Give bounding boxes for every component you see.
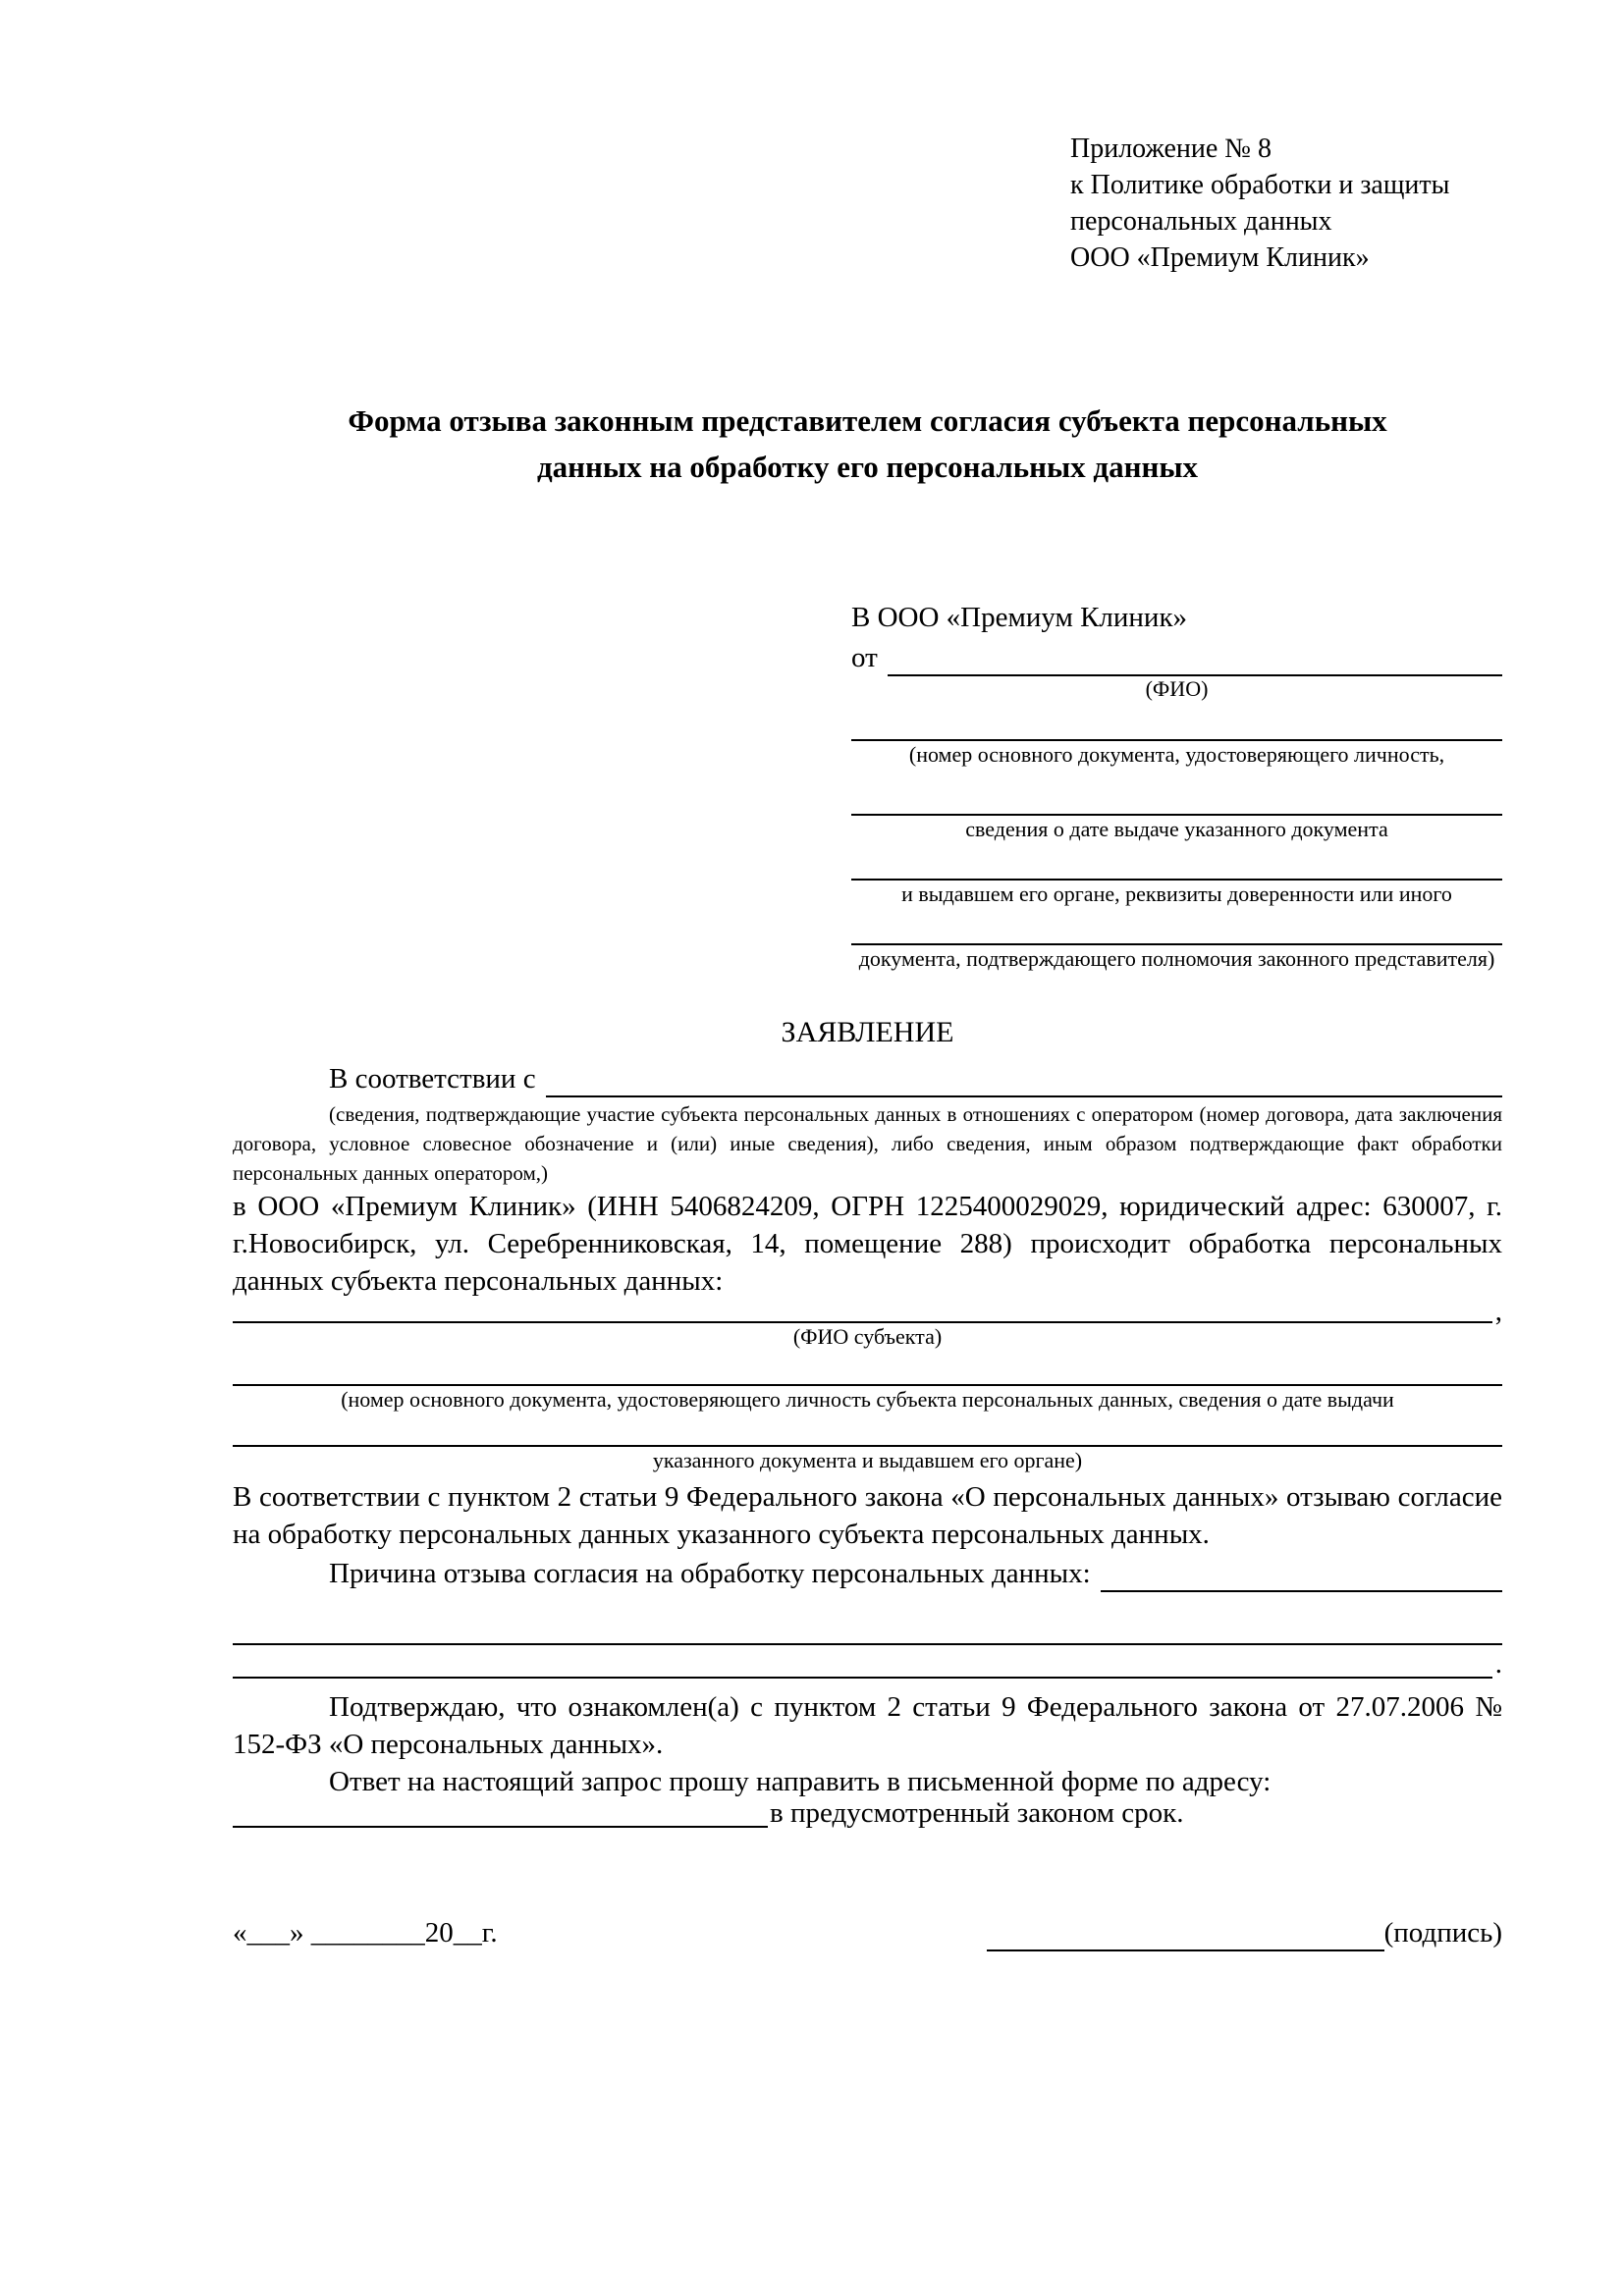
reply-address-blank bbox=[233, 1798, 768, 1828]
accordance-line bbox=[233, 1058, 1502, 1097]
subject-fio-line bbox=[233, 1296, 1502, 1327]
date-line: «___» ________20__г. bbox=[233, 1917, 498, 1949]
appendix-note-line: к Политике обработки и защиты bbox=[1070, 170, 1450, 200]
blank-line-period: . bbox=[1494, 1648, 1502, 1680]
doc-caption-4: документа, подтверждающего полномочия законного представителя) bbox=[858, 946, 1495, 971]
subject-doc-caption-1: (номер основного документа, удостоверяющего личность субъекта персональных данных, сведения о дате выдачи bbox=[341, 1387, 1394, 1412]
accordance-caption: (сведения, подтверждающие участие субъекта персональных данных в отношениях с оператором (номер договора, дата заключения договора, условное словесное обозначение и (или) иные сведения), либо сведения, иным образом подтверждающие факт обработки персональных данных оператором,) bbox=[233, 1102, 1502, 1185]
addressee-to: В ООО «Премиум Клиник» bbox=[851, 602, 1188, 633]
reason-line bbox=[233, 1553, 1502, 1592]
withdraw-paragraph: В соответствии с пунктом 2 статьи 9 Федерального закона «О персональных данных» отзываю согласие на обработку персональных данных указанного субъекта персональных данных. bbox=[233, 1481, 1502, 1550]
reply-lead-paragraph: Ответ на настоящий запрос прошу направить в письменной форме по адресу: bbox=[329, 1766, 1272, 1797]
subject-line-comma: , bbox=[1494, 1296, 1502, 1327]
doc-caption-2: сведения о дате выдаче указанного документа bbox=[965, 817, 1388, 841]
subject-fio-caption: (ФИО субъекта) bbox=[792, 1324, 943, 1349]
reason-blank-short bbox=[1101, 1590, 1502, 1592]
signature-group bbox=[987, 1914, 1502, 1951]
doc-caption-3: и выдавшем его органе, реквизиты доверенности или иного bbox=[901, 881, 1452, 906]
confirm-paragraph: Подтверждаю, что ознакомлен(а) с пунктом 2 статьи 9 Федерального закона от 27.07.2006 № 152-ФЗ «О персональных данных». bbox=[233, 1691, 1502, 1760]
date-signature-row bbox=[233, 1912, 1502, 1951]
representative-doc-blank-3 bbox=[851, 851, 1502, 881]
reason-blank-2 bbox=[233, 1677, 1492, 1679]
subject-doc-blank-1 bbox=[233, 1357, 1502, 1386]
addressee-block bbox=[851, 598, 1502, 973]
representative-doc-blank-4 bbox=[851, 916, 1502, 945]
reason-blank-line-2 bbox=[233, 1645, 1502, 1679]
addressee-from-line bbox=[851, 637, 1502, 676]
reason-label: Причина отзыва согласия на обработку персональных данных: bbox=[329, 1558, 1091, 1589]
subject-doc-caption-2: указанного документа и выдавшем его органе) bbox=[652, 1448, 1083, 1472]
appendix-note-line: Приложение № 8 bbox=[1070, 133, 1272, 164]
signature-caption: (подпись) bbox=[1383, 1917, 1502, 1949]
reply-address-line bbox=[233, 1797, 1502, 1829]
accordance-label: В соответствии с bbox=[329, 1063, 536, 1095]
operator-paragraph: в ООО «Премиум Клиник» (ИНН 5406824209, ОГРН 1225400029029, юридический адрес: 630007, г. г.Новосибирск, ул. Серебренниковская, 14, помещение 288) происходит обработка персональных данных субъекта персональных данных: bbox=[233, 1191, 1502, 1297]
appendix-note bbox=[1070, 131, 1502, 276]
reply-tail-text: в предусмотренный законом срок. bbox=[770, 1797, 1184, 1829]
reason-blank-line-1 bbox=[233, 1624, 1502, 1645]
subject-doc-blank-2 bbox=[233, 1417, 1502, 1447]
accordance-blank bbox=[546, 1095, 1502, 1097]
signature-blank bbox=[987, 1916, 1384, 1951]
appendix-note-line: персональных данных bbox=[1070, 206, 1332, 237]
doc-caption-1: (номер основного документа, удостоверяющего личность, bbox=[908, 742, 1445, 767]
appendix-note-line: ООО «Премиум Клиник» bbox=[1070, 242, 1370, 273]
representative-doc-blank-2 bbox=[851, 786, 1502, 816]
from-label: от bbox=[851, 642, 878, 673]
fio-caption: (ФИО) bbox=[1145, 676, 1209, 701]
statement-heading: ЗАЯВЛЕНИЕ bbox=[781, 1016, 954, 1048]
representative-doc-blank-1 bbox=[851, 716, 1502, 741]
document-title: Форма отзыва законным представителем согласия субъекта персональных данных на обработку его персональных данных bbox=[348, 403, 1387, 484]
